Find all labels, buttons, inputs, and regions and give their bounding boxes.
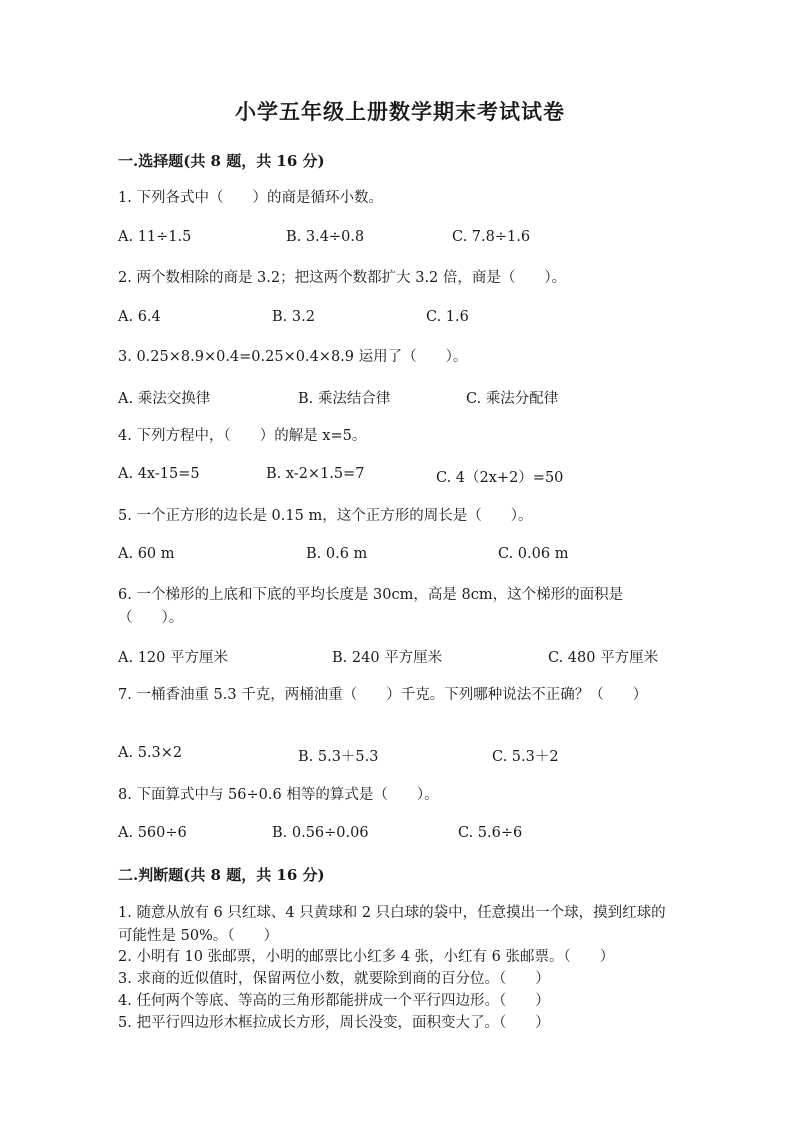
question-stem: 4. 下列方程中，（ ）的解是 x=5。 <box>118 428 367 444</box>
option-b: B. 3.4÷0.8 <box>286 229 365 245</box>
option-c: C. 1.6 <box>426 309 469 325</box>
option-c: C. 7.8÷1.6 <box>452 229 531 245</box>
option-b: B. x-2×1.5=7 <box>266 466 365 482</box>
question-stem: 5. 一个正方形的边长是 0.15 m，这个正方形的周长是（ ）。 <box>118 508 533 524</box>
option-c: C. 4（2x+2）=50 <box>436 470 564 486</box>
question-stem: 1. 下列各式中（ ）的商是循环小数。 <box>118 190 383 206</box>
option-c: C. 5.3＋2 <box>492 749 559 765</box>
option-b: B. 5.3＋5.3 <box>298 749 379 765</box>
option-c: C. 480 平方厘米 <box>548 650 659 666</box>
option-row <box>118 646 718 668</box>
judgement-item: 3. 求商的近似值时，保留两位小数，就要除到商的百分位。（ ） <box>118 971 550 987</box>
judgement-item: 2. 小明有 10 张邮票，小明的邮票比小红多 4 张，小红有 6 张邮票。（ ） <box>118 949 615 965</box>
option-b: B. 3.2 <box>272 309 315 325</box>
option-b: B. 0.6 m <box>306 546 368 562</box>
option-a: A. 乘法交换律 <box>118 391 211 407</box>
option-row <box>118 546 718 568</box>
option-a: A. 6.4 <box>118 309 161 325</box>
question-stem: 8. 下面算式中与 56÷0.6 相等的算式是（ ）。 <box>118 787 439 803</box>
option-a: A. 11÷1.5 <box>118 229 192 245</box>
judgement-item: 5. 把平行四边形木框拉成长方形，周长没变，面积变大了。（ ） <box>118 1015 550 1031</box>
question-stem: 2. 两个数相除的商是 3.2；把这两个数都扩大 3.2 倍，商是（ ）。 <box>118 270 567 286</box>
judgement-item: 4. 任何两个等底、等高的三角形都能拼成一个平行四边形。（ ） <box>118 993 550 1009</box>
option-row <box>118 745 718 767</box>
option-c: C. 乘法分配律 <box>466 391 559 407</box>
option-row <box>118 466 718 488</box>
judgement-item: 1. 随意从放有 6 只红球、4 只黄球和 2 只白球的袋中，任意摸出一个球，摸到红球的可能性是 50%。（ ） <box>118 905 666 944</box>
option-row <box>118 387 718 409</box>
option-a: A. 60 m <box>118 546 175 562</box>
section-heading-judgement: 二.判断题(共 8 题，共 16 分) <box>118 866 325 884</box>
section-heading-choice: 一.选择题(共 8 题，共 16 分) <box>118 152 325 170</box>
option-c: C. 0.06 m <box>498 546 569 562</box>
option-b: B. 240 平方厘米 <box>332 650 443 666</box>
option-a: A. 560÷6 <box>118 825 187 841</box>
question-stem: 6. 一个梯形的上底和下底的平均长度是 30cm，高是 8cm，这个梯形的面积是（ ）。 <box>118 587 624 626</box>
option-c: C. 5.6÷6 <box>458 825 523 841</box>
option-a: A. 4x-15=5 <box>118 466 200 482</box>
option-a: A. 120 平方厘米 <box>118 650 228 666</box>
question-stem: 3. 0.25×8.9×0.4=0.25×0.4×8.9 运用了（ ）。 <box>118 349 468 365</box>
question-stem: 7. 一桶香油重 5.3 千克，两桶油重（ ）千克。下列哪种说法不正确？（ ） <box>118 687 648 703</box>
option-row <box>118 825 718 847</box>
option-b: B. 乘法结合律 <box>298 391 391 407</box>
option-row <box>118 229 718 251</box>
page-title: 小学五年级上册数学期末考试试卷 <box>235 99 565 124</box>
option-a: A. 5.3×2 <box>118 745 183 761</box>
option-row <box>118 309 718 331</box>
option-b: B. 0.56÷0.06 <box>272 825 369 841</box>
